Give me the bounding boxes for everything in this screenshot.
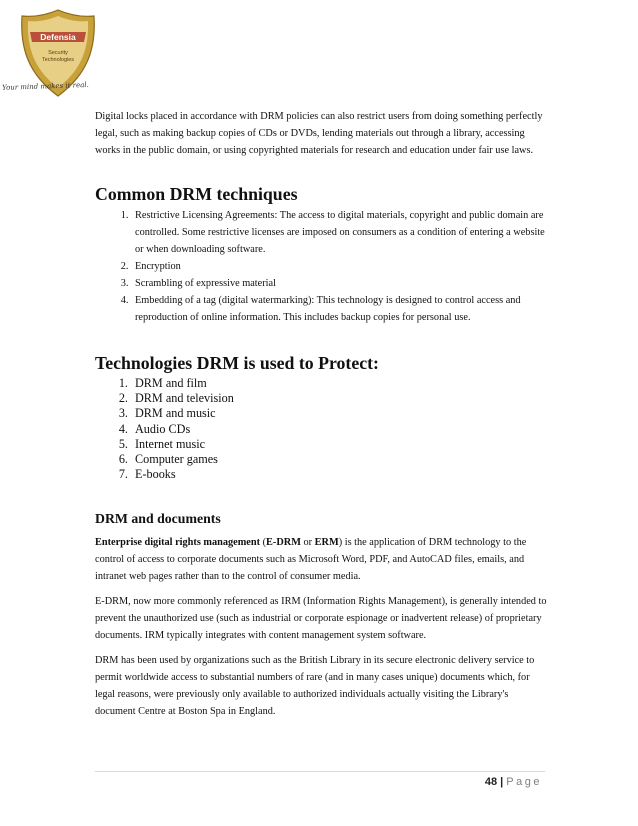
text-span: (: [260, 537, 267, 549]
logo-line2: Technologies: [41, 57, 75, 63]
footer-divider: [95, 771, 545, 772]
irm-paragraph: E-DRM, now more commonly referenced as IRM (Information Rights Management), is generally intended to prevent the unauthorized use (such as industrial or corporate espionage or inadvertent release) of proprietary documents. IRM typically integrates with content management system software.: [95, 596, 547, 642]
text-span: or: [300, 537, 315, 549]
techniques-list: [95, 207, 547, 326]
list-item: 2. Encryption: [131, 258, 547, 275]
text-span: ) is the application of DRM technology to the control of access to corporate documents such as Microsoft Word, PDF, and AutoCAD files, emails, and intranet web pages rather than to the control of consumer media.: [95, 537, 527, 583]
section-drm-and-documents: [95, 510, 547, 720]
edrm-paragraph: [95, 534, 547, 585]
list-item: 6. Computer games: [131, 452, 547, 467]
term-erm: ERM: [314, 537, 339, 549]
page-footer: [485, 776, 542, 788]
page-content: [95, 108, 547, 720]
intro-paragraph: Digital locks placed in accordance with DRM policies can also restrict users from doing something perfectly legal, such as making backup copies of CDs or DVDs, lending materials out through a library, accessing works in the public domain, or using copyrighted materials for research and education under fair use laws.: [95, 111, 543, 156]
page-number: 48: [484, 776, 498, 788]
list-item: 2. DRM and television: [131, 391, 547, 406]
section-common-drm-techniques: [95, 183, 547, 326]
term-edrm: Enterprise digital rights management: [95, 537, 261, 549]
list-item: 4. Audio CDs: [131, 422, 547, 437]
term-e-drm: E-DRM: [266, 537, 301, 549]
page-label: Page: [506, 776, 542, 788]
section-heading: Common DRM techniques: [95, 184, 298, 204]
section-heading: Technologies DRM is used to Protect:: [95, 353, 379, 373]
list-item: 1. DRM and film: [131, 376, 547, 391]
footer-separator: |: [500, 776, 504, 788]
logo-brand: Defensia: [40, 32, 76, 42]
section-heading: DRM and documents: [95, 511, 221, 527]
list-item: 5. Internet music: [131, 437, 547, 452]
list-item: 3. Scrambling of expressive material: [131, 275, 547, 292]
logo-tagline: Your mind makes it real.: [1, 80, 89, 92]
logo-line1: Security: [48, 50, 68, 56]
list-item: 3. DRM and music: [131, 406, 547, 421]
technologies-list: [95, 376, 547, 482]
list-item: 4. Embedding of a tag (digital watermarking): This technology is designed to control access and reproduction of online information. This includes backup copies for personal use.: [131, 292, 547, 326]
british-library-paragraph: DRM has been used by organizations such as the British Library in its secure electronic delivery service to permit worldwide access to substantial numbers of rare (and in many cases unique) documents which, for legal reasons, were previously only available to authorized individuals actually visiting the Library's document Centre at Boston Spa in England.: [95, 655, 535, 718]
list-item: 1. Restrictive Licensing Agreements: The access to digital materials, copyright and public domain are controlled. Some restrictive licenses are imposed on consumers as a condition of entering a website or when downloading software.: [131, 207, 547, 258]
section-technologies-protected: [95, 352, 547, 482]
list-item: 7. E-books: [131, 467, 547, 482]
